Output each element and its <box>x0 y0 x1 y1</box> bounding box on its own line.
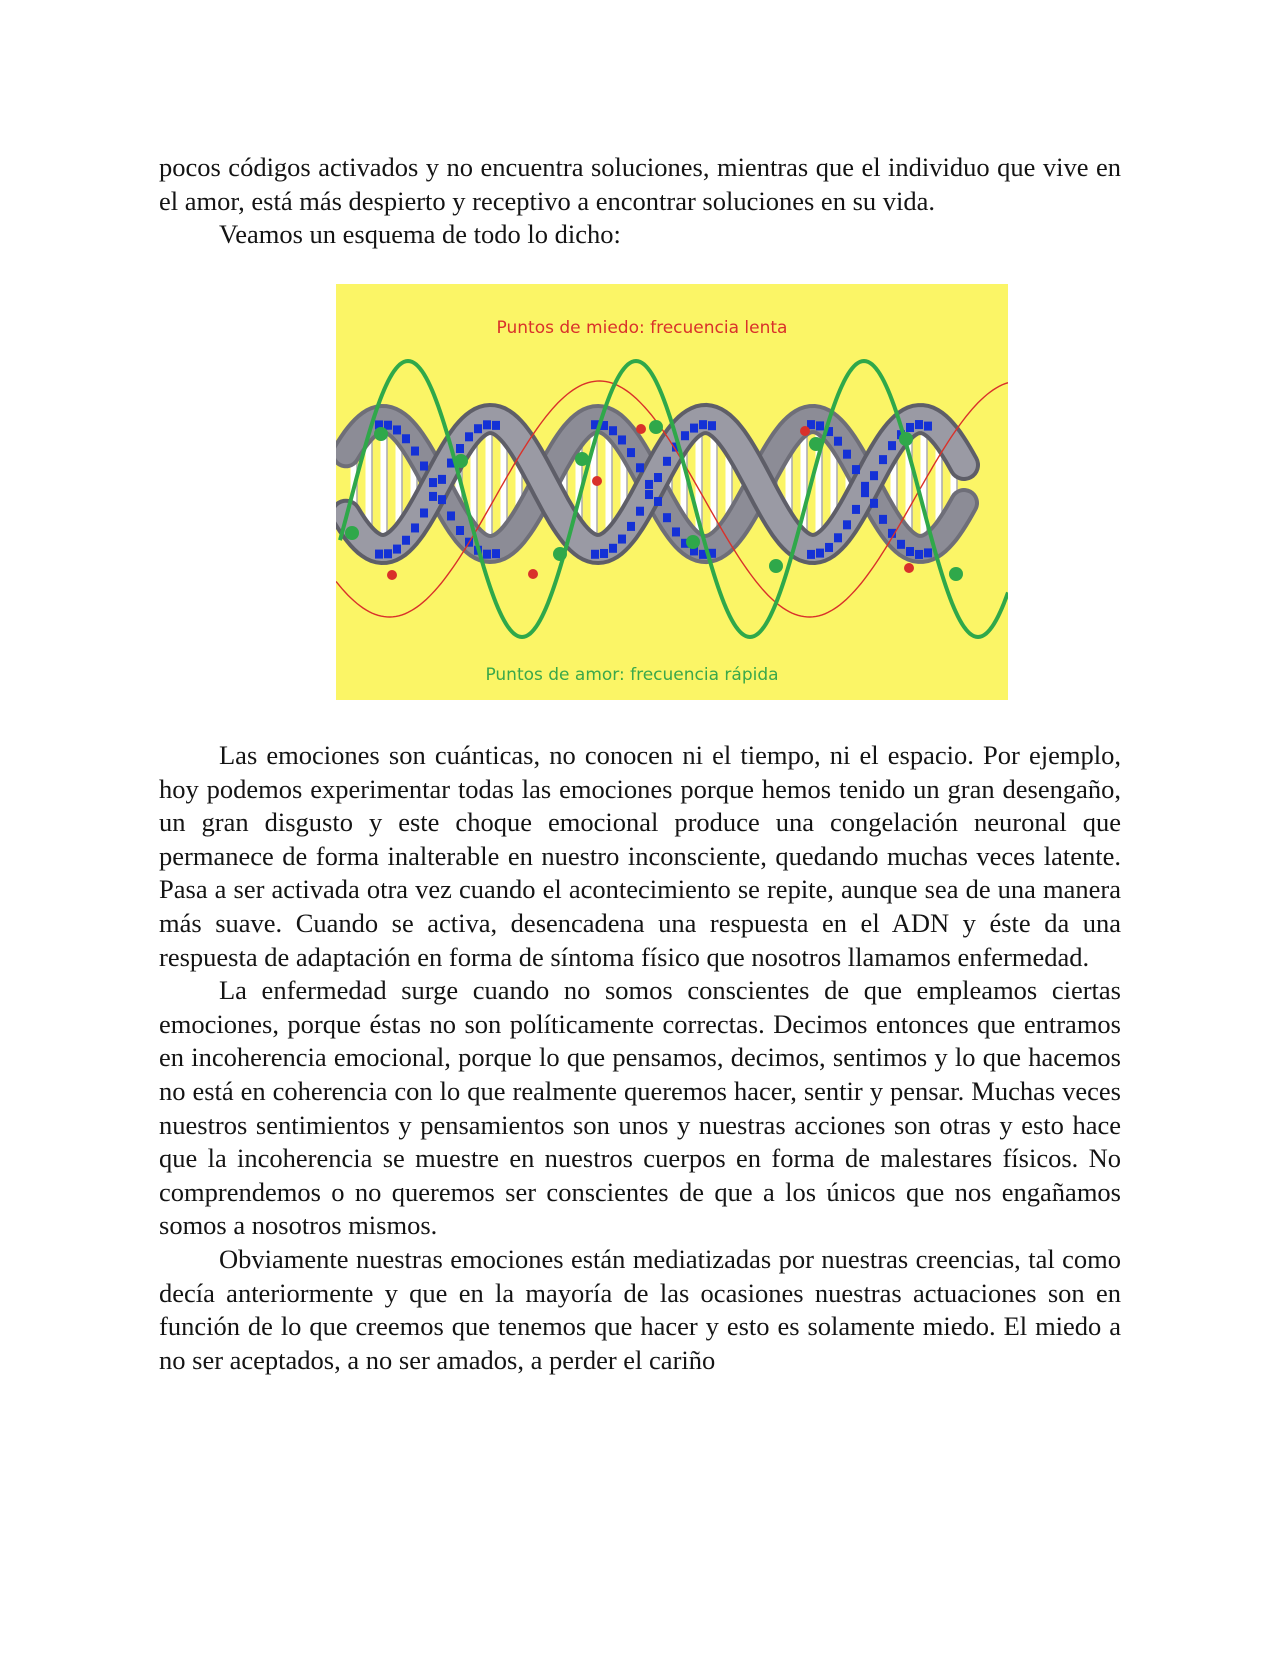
helix-block <box>636 463 644 472</box>
helix-block <box>681 431 689 440</box>
helix-block <box>906 423 914 432</box>
fear-point <box>387 570 397 580</box>
helix-block <box>663 513 671 522</box>
helix-block <box>906 547 914 556</box>
helix-block <box>879 455 887 464</box>
helix-block <box>438 495 446 504</box>
helix-block <box>816 549 824 558</box>
helix-block <box>402 536 410 545</box>
helix-block <box>447 511 455 520</box>
love-point <box>345 526 359 540</box>
helix-block <box>843 450 851 459</box>
paragraph: La enfermedad surge cuando no somos conscientes de que empleamos ciertas emociones, porque éstas no son políticamente correctas. Decimos entonces que entramos en incoherencia emocional, porque lo que pensamos, decimos, sentimos y lo que hacemos no está en coherencia con lo que realmente queremos hacer, sentir y pensar. Muchas veces nuestros sentimientos y pensamientos son unos y nuestras acciones son otras y esto hace que la incoherencia se muestre en nuestros cuerpos en forma de malestares físicos. No comprendemos o no queremos ser conscientes de que a los únicos que nos engañamos somos a nosotros mismos. <box>159 975 1121 1241</box>
text-block-bottom <box>159 739 1121 1377</box>
helix-block <box>645 480 653 489</box>
helix-block <box>384 549 392 558</box>
fear-point <box>904 563 914 573</box>
helix-block <box>456 526 464 535</box>
helix-block <box>438 475 446 484</box>
love-point <box>769 559 783 573</box>
helix-block <box>654 497 662 506</box>
dna-diagram <box>336 284 1008 700</box>
dna-frequency-figure <box>336 284 1008 700</box>
helix-block <box>483 420 491 429</box>
helix-block <box>627 522 635 531</box>
helix-block <box>852 505 860 514</box>
helix-block <box>609 544 617 553</box>
helix-block <box>420 508 428 517</box>
helix-block <box>600 549 608 558</box>
helix-block <box>699 420 707 429</box>
helix-block <box>915 550 923 559</box>
helix-block <box>690 424 698 433</box>
helix-block <box>672 527 680 536</box>
love-point <box>686 535 700 549</box>
helix-block <box>402 434 410 443</box>
helix-block <box>465 432 473 441</box>
helix-block <box>474 424 482 433</box>
love-point <box>454 454 468 468</box>
helix-block <box>618 435 626 444</box>
helix-block <box>915 420 923 429</box>
helix-block <box>834 437 842 446</box>
helix-block <box>861 482 869 491</box>
helix-block <box>834 533 842 542</box>
helix-block <box>816 421 824 430</box>
caption-love: Puntos de amor: frecuencia rápida <box>485 665 779 685</box>
helix-block <box>897 540 905 549</box>
love-point <box>575 452 589 466</box>
fear-point <box>636 424 646 434</box>
helix-block <box>663 457 671 466</box>
helix-block <box>870 499 878 508</box>
paragraph: Obviamente nuestras emociones están mediatizadas por nuestras creencias, tal como decía anteriormente y que en la mayoría de las ocasiones nuestras actuaciones son en función de lo que creemos que tenemos que hacer y esto es solamente miedo. El miedo a no ser aceptados, a no ser amados, a perder el cariño <box>159 1243 1121 1375</box>
helix-block <box>852 465 860 474</box>
fear-point <box>800 426 810 436</box>
helix-block <box>879 515 887 524</box>
paragraph: Veamos un esquema de todo lo dicho: <box>219 219 621 250</box>
love-point <box>374 427 388 441</box>
helix-block <box>870 471 878 480</box>
helix-block <box>924 422 932 431</box>
helix-block <box>627 448 635 457</box>
paragraph: Las emociones son cuánticas, no conocen ni el tiempo, ni el espacio. Por ejemplo, hoy podemos experimentar todas las emociones porque hemos tenido un gran desengaño, un gran disgusto y este choque emocional produce una congelación neuronal que permanece de forma inalterable en nuestro inconsciente, quedando muchas veces latente. Pasa a ser activada otra vez cuando el acontecimiento se repite, aunque sea de una manera más suave. Cuando se activa, desencadena una respuesta en el ADN y éste da una respuesta de adaptación en forma de síntoma físico que nosotros llamamos enfermedad. <box>159 740 1121 972</box>
helix-block <box>375 550 383 559</box>
helix-block <box>645 490 653 499</box>
love-point <box>809 437 823 451</box>
helix-block <box>636 507 644 516</box>
helix-block <box>420 462 428 471</box>
helix-block <box>609 426 617 435</box>
love-point <box>949 567 963 581</box>
helix-block <box>825 543 833 552</box>
fear-point <box>528 569 538 579</box>
text-block-top <box>159 151 1121 252</box>
helix-block <box>924 548 932 557</box>
helix-block <box>411 447 419 456</box>
helix-block <box>393 425 401 434</box>
helix-block <box>384 421 392 430</box>
helix-block <box>429 492 437 501</box>
love-point <box>899 432 913 446</box>
helix-block <box>591 550 599 559</box>
helix-block <box>708 421 716 430</box>
helix-block <box>393 545 401 554</box>
helix-block <box>888 441 896 450</box>
helix-block <box>618 535 626 544</box>
paragraph: pocos códigos activados y no encuentra soluciones, mientras que el individuo que vive en el amor, está más despierto y receptivo a encontrar soluciones en su vida. <box>159 152 1121 216</box>
helix-block <box>429 478 437 487</box>
love-point <box>553 547 567 561</box>
helix-block <box>492 549 500 558</box>
helix-block <box>843 520 851 529</box>
fear-point <box>592 476 602 486</box>
helix-block <box>411 523 419 532</box>
helix-block <box>807 550 815 559</box>
helix-block <box>456 444 464 453</box>
helix-block <box>483 550 491 559</box>
helix-block <box>654 473 662 482</box>
caption-fear: Puntos de miedo: frecuencia lenta <box>496 318 788 338</box>
love-point <box>649 420 663 434</box>
helix-block <box>492 421 500 430</box>
